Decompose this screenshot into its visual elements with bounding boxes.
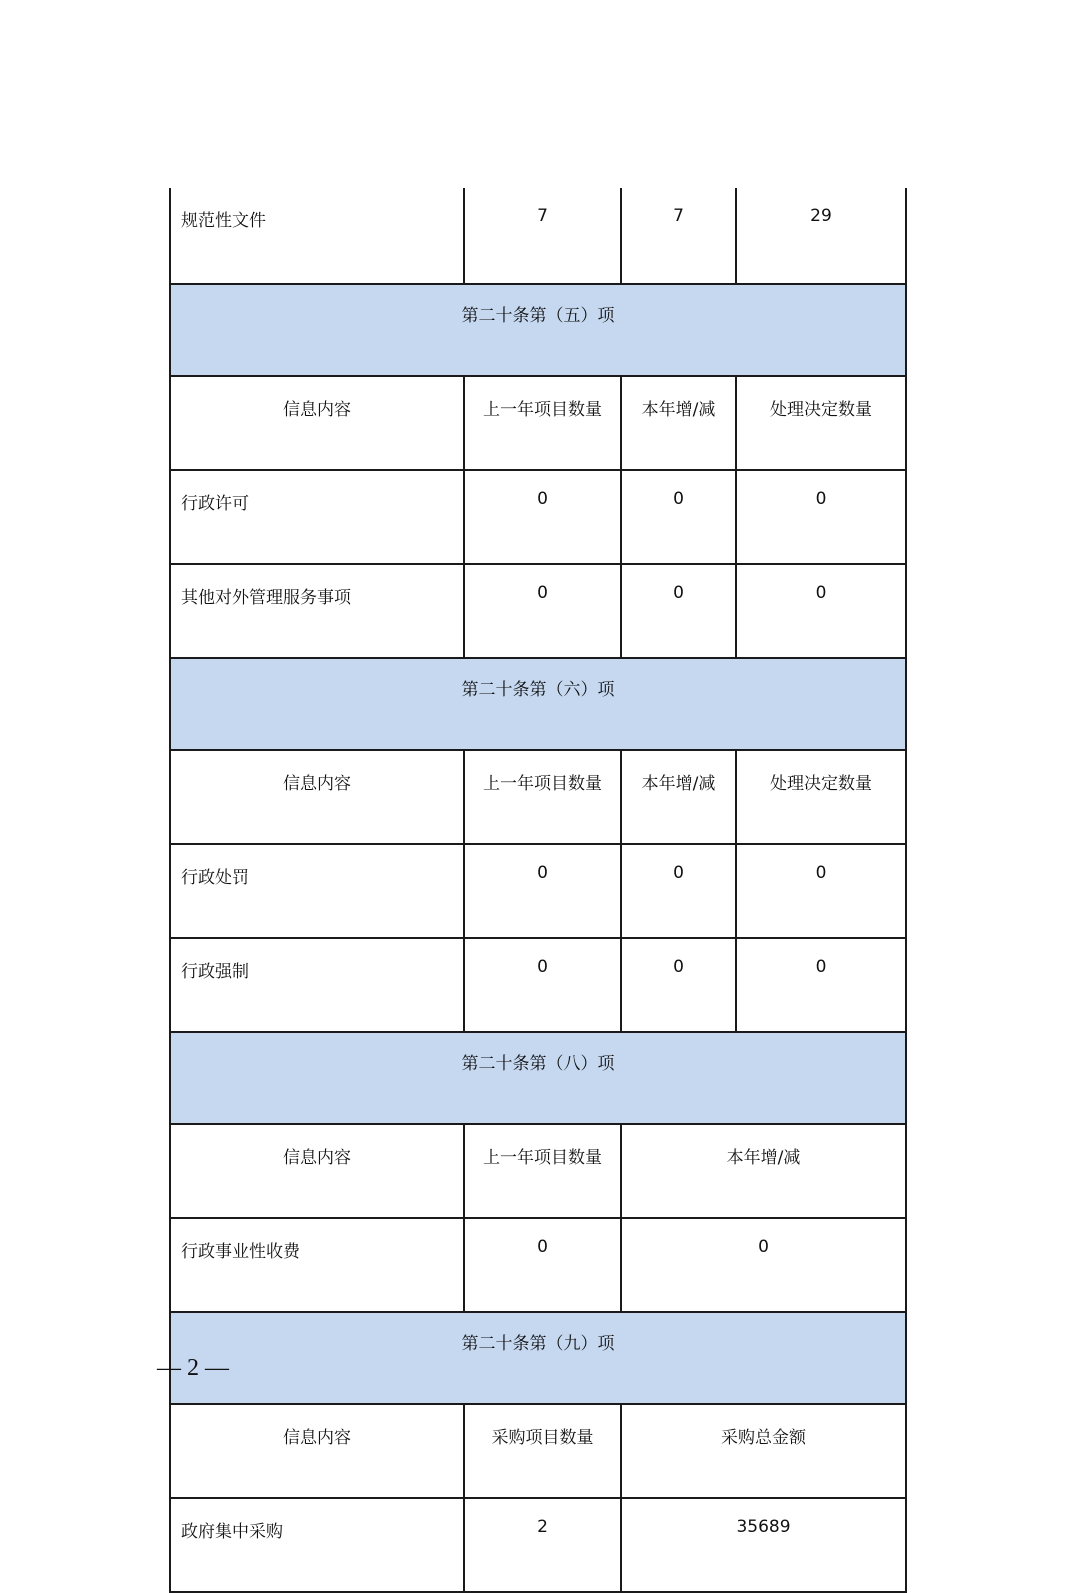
disclosure-table	[169, 188, 907, 1593]
column-header: 信息内容	[170, 376, 464, 470]
section-header-row	[170, 658, 906, 750]
row-label: 行政处罚	[170, 844, 464, 938]
section-title: 第二十条第（九）项	[170, 1312, 906, 1404]
cell-value: 0	[621, 470, 736, 564]
table-row	[170, 188, 906, 284]
cell-value: 0	[621, 938, 736, 1032]
column-header: 处理决定数量	[736, 376, 906, 470]
cell-value: 0	[736, 564, 906, 658]
cell-value: 35689	[621, 1498, 906, 1592]
row-label: 规范性文件	[170, 188, 464, 284]
cell-value: 0	[736, 844, 906, 938]
cell-value: 0	[736, 470, 906, 564]
row-label: 行政许可	[170, 470, 464, 564]
column-header: 信息内容	[170, 1404, 464, 1498]
column-header: 上一年项目数量	[464, 1124, 621, 1218]
cell-value: 29	[736, 188, 906, 284]
table-row	[170, 564, 906, 658]
row-label: 政府集中采购	[170, 1498, 464, 1592]
section-title: 第二十条第（五）项	[170, 284, 906, 376]
section-header-row	[170, 284, 906, 376]
column-header: 本年增/减	[621, 750, 736, 844]
column-header-row	[170, 1404, 906, 1498]
column-header: 信息内容	[170, 750, 464, 844]
section-header-row	[170, 1032, 906, 1124]
column-header: 上一年项目数量	[464, 750, 621, 844]
cell-value: 2	[464, 1498, 621, 1592]
table-row	[170, 844, 906, 938]
row-label: 行政强制	[170, 938, 464, 1032]
table-row	[170, 1498, 906, 1592]
column-header-row	[170, 750, 906, 844]
table-row	[170, 470, 906, 564]
column-header-row	[170, 376, 906, 470]
cell-value: 0	[621, 844, 736, 938]
cell-value: 0	[621, 564, 736, 658]
section-title: 第二十条第（八）项	[170, 1032, 906, 1124]
column-header: 信息内容	[170, 1124, 464, 1218]
column-header: 上一年项目数量	[464, 376, 621, 470]
cell-value: 0	[621, 1218, 906, 1312]
cell-value: 7	[621, 188, 736, 284]
cell-value: 7	[464, 188, 621, 284]
column-header: 本年增/减	[621, 1124, 906, 1218]
column-header: 采购项目数量	[464, 1404, 621, 1498]
table-row	[170, 938, 906, 1032]
table-row	[170, 1218, 906, 1312]
column-header: 采购总金额	[621, 1404, 906, 1498]
row-label: 行政事业性收费	[170, 1218, 464, 1312]
section-header-row	[170, 1312, 906, 1404]
cell-value: 0	[464, 564, 621, 658]
page-number: — 2 —	[157, 1355, 229, 1381]
row-label: 其他对外管理服务事项	[170, 564, 464, 658]
column-header: 处理决定数量	[736, 750, 906, 844]
cell-value: 0	[464, 844, 621, 938]
column-header: 本年增/减	[621, 376, 736, 470]
cell-value: 0	[736, 938, 906, 1032]
column-header-row	[170, 1124, 906, 1218]
cell-value: 0	[464, 470, 621, 564]
section-title: 第二十条第（六）项	[170, 658, 906, 750]
cell-value: 0	[464, 1218, 621, 1312]
cell-value: 0	[464, 938, 621, 1032]
